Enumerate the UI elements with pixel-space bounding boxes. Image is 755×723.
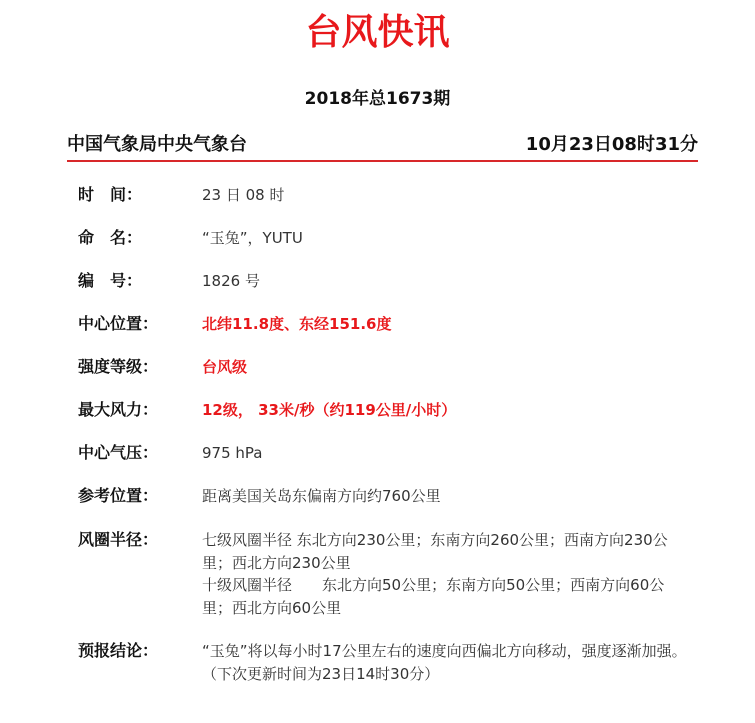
field-value-number: 1826 号 — [202, 272, 260, 290]
page-title: 台风快讯 — [305, 12, 450, 53]
typhoon-details — [78, 182, 698, 718]
field-row-center-position — [78, 311, 698, 354]
field-label-reference-position: 参考位置： — [78, 486, 159, 505]
field-value-intensity-level: 台风级 — [202, 358, 248, 376]
field-label-time: 时 间： — [78, 185, 143, 204]
field-value-max-wind: 12级， 33米/秒（约119公里/小时） — [202, 401, 457, 419]
field-label-intensity-level: 强度等级： — [78, 357, 159, 376]
field-row-max-wind — [78, 397, 698, 440]
field-value-forecast — [202, 638, 692, 685]
field-row-name — [78, 225, 698, 268]
field-row-center-pressure — [78, 440, 698, 483]
field-label-center-pressure: 中心气压： — [78, 443, 159, 462]
forecast-next-update: （下次更新时间为23日14时30分） — [202, 664, 440, 683]
field-label-number: 编 号： — [78, 271, 143, 290]
field-value-name: “玉兔”，YUTU — [202, 229, 303, 247]
field-row-reference-position — [78, 483, 698, 527]
forecast-text: “玉兔”将以每小时17公里左右的速度向西偏北方向移动，强度逐渐加强。 — [202, 642, 687, 660]
field-value-center-pressure: 975 hPa — [202, 444, 263, 462]
field-label-wind-radius: 风圈半径： — [78, 530, 159, 549]
field-value-wind-radius — [202, 527, 692, 619]
field-label-max-wind: 最大风力： — [78, 400, 159, 419]
field-label-name: 命 名： — [78, 228, 143, 247]
field-row-intensity-level — [78, 354, 698, 397]
issue-datetime: 10月23日08时31分 — [525, 134, 698, 155]
field-row-wind-radius — [78, 527, 698, 638]
agency-name: 中国气象局中央气象台 — [67, 134, 247, 155]
field-row-forecast — [78, 638, 698, 718]
wind-radius-level7: 七级风圈半径 东北方向230公里；东南方向260公里；西南方向230公里；西北方向230公里 — [202, 531, 668, 572]
field-row-number — [78, 268, 698, 311]
field-value-time: 23 日 08 时 — [202, 186, 285, 204]
issue-number: 2018年总1673期 — [304, 89, 451, 109]
field-value-center-position: 北纬11.8度、东经151.6度 — [202, 315, 392, 333]
wind-radius-level10: 十级风圈半径 东北方向50公里；东南方向50公里；西南方向60公里；西北方向60公里 — [202, 576, 665, 617]
field-value-reference-position: 距离美国关岛东偏南方向约760公里 — [202, 487, 441, 505]
field-label-forecast: 预报结论： — [78, 641, 159, 660]
field-label-center-position: 中心位置： — [78, 314, 159, 333]
bulletin-header — [67, 130, 698, 162]
field-row-time — [78, 182, 698, 225]
